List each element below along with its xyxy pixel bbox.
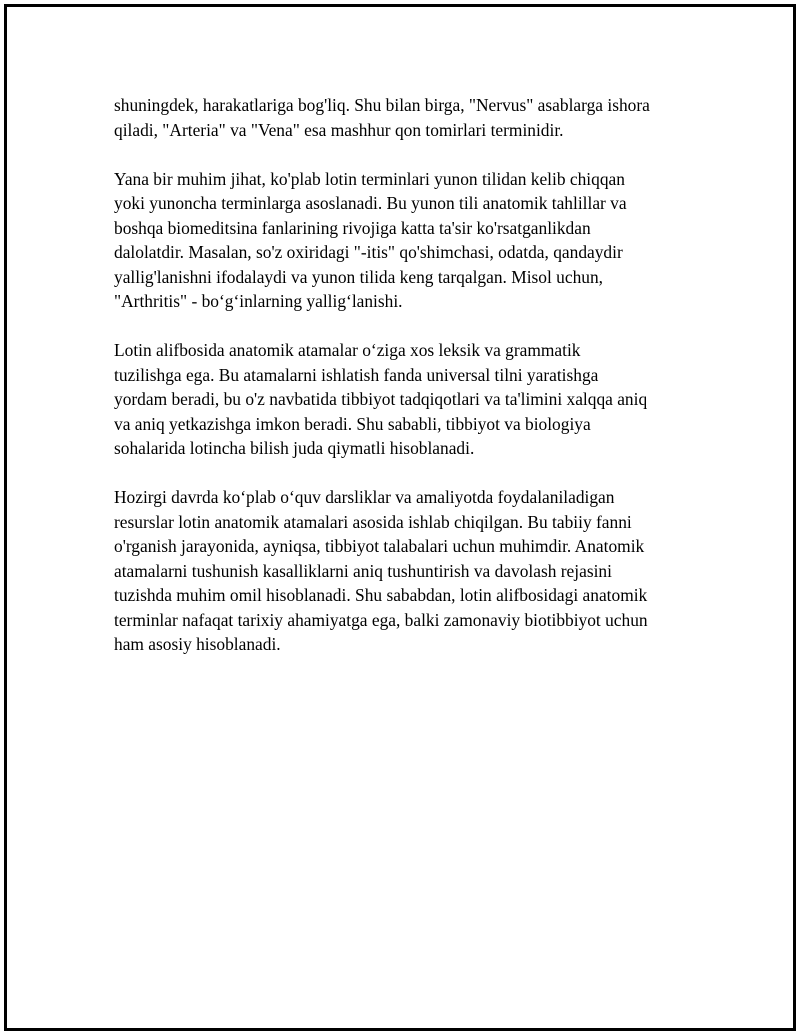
- text-line: atamalarni tushunish kasalliklarni aniq tushuntirish va davolash rejasini: [114, 560, 612, 581]
- paragraph-2: [114, 167, 689, 314]
- text-line: boshqa biomeditsina fanlarining rivojiga katta ta'sir ko'rsatganlikdan: [114, 217, 591, 238]
- text-line: qiladi, "Arteria" va "Vena" esa mashhur qon tomirlari terminidir.: [114, 119, 564, 140]
- paragraph-4: [114, 485, 689, 657]
- paragraph-3: [114, 338, 689, 461]
- text-line: ham asosiy hisoblanadi.: [114, 634, 281, 654]
- text-line: Hozirgi davrda ko‘plab o‘quv darsliklar va amaliyotda foydalaniladigan: [114, 487, 615, 507]
- text-line: o'rganish jarayonida, ayniqsa, tibbiyot talabalari uchun muhimdir. Anatomik: [114, 536, 645, 556]
- text-line: terminlar nafaqat tarixiy ahamiyatga ega, balki zamonaviy biotibbiyot uchun: [114, 609, 648, 630]
- text-line: "Arthritis" - bo‘g‘inlarning yallig‘lanishi.: [114, 291, 403, 311]
- text-line: yallig'lanishni ifodalaydi va yunon tilida keng tarqalgan. Misol uchun,: [114, 266, 604, 287]
- text-line: tuzishda muhim omil hisoblanadi. Shu sababdan, lotin alifbosidagi anatomik: [114, 585, 648, 605]
- paragraph-1: [114, 93, 689, 142]
- text-line: va aniq yetkazishga imkon beradi. Shu sababli, tibbiyot va biologiya: [114, 413, 591, 434]
- text-line: yordam beradi, bu o'z navbatida tibbiyot tadqiqotlari va ta'limini xalqqa aniq: [114, 389, 648, 409]
- text-line: resurslar lotin anatomik atamalari asosida ishlab chiqilgan. Bu tabiiy fanni: [114, 511, 632, 532]
- text-line: Yana bir muhim jihat, ko'plab lotin terminlari yunon tilidan kelib chiqqan: [114, 168, 625, 189]
- text-line: shuningdek, harakatlariga bog'liq. Shu bilan birga, "Nervus" asablarga ishora: [114, 95, 650, 115]
- document-body: [114, 93, 689, 681]
- text-line: dalolatdir. Masalan, so'z oxiridagi "-itis" qo'shimchasi, odatda, qandaydir: [114, 242, 623, 262]
- text-line: yoki yunoncha terminlarga asoslanadi. Bu yunon tili anatomik tahlillar va: [114, 193, 627, 213]
- text-line: Lotin alifbosida anatomik atamalar o‘ziga xos leksik va grammatik: [114, 340, 581, 360]
- text-line: tuzilishga ega. Bu atamalarni ishlatish fanda universal tilni yaratishga: [114, 364, 599, 385]
- text-line: sohalarida lotincha bilish juda qiymatli hisoblanadi.: [114, 438, 475, 458]
